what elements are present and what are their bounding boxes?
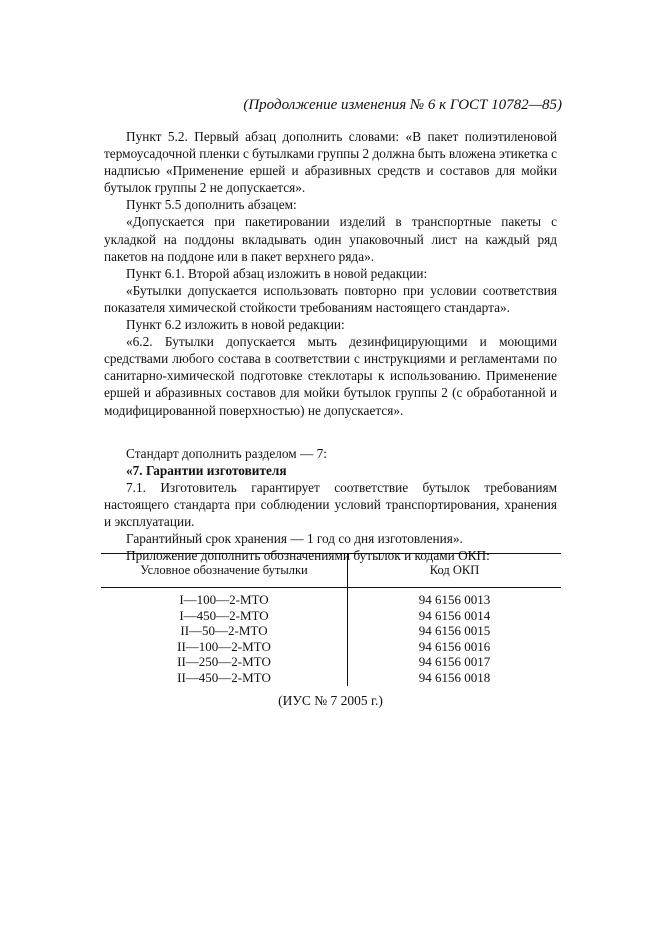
column-header-okp: Код ОКП [348,554,562,588]
okp-code-cell: 94 6156 0014 [418,607,491,623]
designation-cell: II—100—2-МТО [101,639,348,655]
paragraph-6-1-text: «Бутылки допускается использовать повторно при условии соответствия показателя химической стойкости требованиям настоящего стандарта». [104,282,557,315]
okp-code-table [101,553,561,686]
okp-code-cell: 94 6156 0016 [418,638,491,654]
table-row [101,639,561,655]
paragraph-7-1: 7.1. Изготовитель гарантирует соответствие бутылок требованиям настоящего стандарта при соблюдении условий транспортирования, хранения и эксплуатации. [104,479,557,529]
paragraph-appendix-intro: Приложение дополнить обозначениями бутылок и кодами ОКП: [126,548,490,564]
table-row [101,608,561,624]
column-header-designation: Условное обозначение бутылки [101,554,348,588]
section-7-heading: «7. Гарантии изготовителя [126,462,287,478]
okp-code-cell: 94 6156 0017 [418,654,491,670]
table-row [101,623,561,639]
paragraph-6-2-text: «6.2. Бутылки допускается мыть дезинфицирующими и моющими средствами любого состава в соответствии с инструкциями и регламентами по санитарно-химической подготовке стеклотары к использованию. Применение ершей и абразивных составов для мойки бутылок группы 2 (с обработанной и модифицированной поверхностью) не допускается». [104,334,557,418]
paragraph-6-2-intro: Пункт 6.2 изложить в новой редакции: [126,317,345,333]
designation-cell: II—50—2-МТО [101,623,348,639]
page-footer: (ИУС № 7 2005 г.) [278,693,383,708]
okp-code-cell: 94 6156 0015 [418,623,491,639]
paragraph-5-2: Пункт 5.2. Первый абзац дополнить словами: «В пакет полиэтиленовой термоусадочной пленки с бутылками группы 2 должна быть вложена этикетка с надписью «Применение ершей и абразивных средств и составов для мойки бутылок группы 2 не допускается». [104,129,558,196]
page-header: (Продолжение изменения № 6 к ГОСТ 10782—85) [243,97,562,113]
table-row [101,588,561,608]
section-gap [104,419,557,445]
designation-cell: I—100—2-МТО [101,588,348,608]
okp-code-cell: 94 6156 0018 [418,669,491,685]
paragraph-6-1-intro: Пункт 6.1. Второй абзац изложить в новой редакции: [126,265,428,281]
paragraph-5-5-text: «Допускается при пакетировании изделий в транспортные пакеты с укладкой на поддоны вкладывать один упаковочный лист на каждый ряд пакетов на поддоне или в пакет верхнего ряда». [104,214,557,264]
paragraph-5-5-intro: Пункт 5.5 дополнить абзацем: [126,197,297,213]
table-row [101,654,561,670]
designation-cell: I—450—2-МТО [101,608,348,624]
table-row [101,670,561,686]
designation-cell: II—450—2-МТО [101,670,348,686]
designation-cell: II—250—2-МТО [101,654,348,670]
okp-code-cell: 94 6156 0013 [418,592,491,607]
table-header-row [101,554,561,588]
paragraph-warranty: Гарантийный срок хранения — 1 год со дня изготовления». [126,531,463,547]
paragraph-section-7-intro: Стандарт дополнить разделом — 7: [126,445,327,461]
document-body [104,128,557,564]
